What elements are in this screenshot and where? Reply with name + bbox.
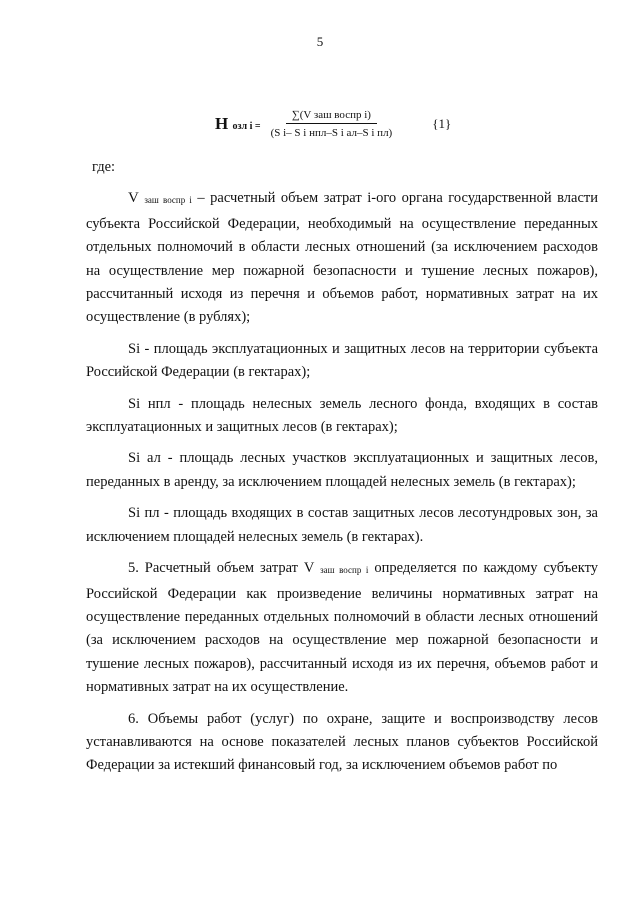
definition-symbol: Si — [128, 340, 141, 357]
definition-symbol-sub: заш воспр i — [144, 195, 192, 206]
definition-text: - площадь эксплуатационных и защитных лесов на территории субъекта Российской Федерации (в гектарах); — [86, 340, 598, 381]
page-number: 5 — [316, 34, 324, 49]
paragraph-6: 6. Объемы работ (услуг) по охране, защите и воспроизводству лесов устанавливаются на основе показателей лесных планов субъектов Российской Федерации за истекший финансовый год, за исключением объемов работ по — [86, 710, 598, 774]
formula-lhs-main: Н — [215, 114, 229, 133]
formula-fraction — [271, 109, 393, 139]
definition-si-npl — [86, 393, 598, 440]
document-body — [86, 156, 598, 786]
formula-numerator: ∑(V заш воспр i) — [286, 109, 377, 124]
definition-text: - площадь нелесных земель лесного фонда, входящих в состав эксплуатационных и защитных лесов (в гектарах); — [86, 395, 598, 436]
formula-lhs — [215, 114, 261, 134]
paragraph-5-sub: заш воспр i — [320, 565, 369, 576]
formula-number: {1} — [432, 116, 452, 131]
formula — [215, 104, 451, 144]
paragraph-5 — [86, 557, 598, 699]
definition-symbol: Si нпл — [128, 395, 171, 412]
formula-denominator: (S i– S i нпл–S i ал–S i пл) — [270, 127, 393, 139]
definition-si-al — [86, 447, 598, 494]
definition-text: - площадь лесных участков эксплуатационных и защитных лесов, переданных в аренду, за исключением площадей нелесных земель (в гектарах); — [86, 450, 598, 490]
definition-symbol: Si пл — [128, 505, 160, 522]
paragraph-5-prefix: 5. Расчетный объем затрат V — [128, 560, 315, 577]
formula-lhs-sub: озл i = — [232, 121, 261, 132]
definition-text: - площадь входящих в состав защитных лесов лесотундровых зон, за исключением площадей нелесных земель (в гектарах). — [86, 505, 598, 545]
definition-v — [86, 187, 598, 329]
definition-symbol: V — [128, 190, 139, 207]
definition-text: – расчетный объем затрат i-ого органа государственной власти субъекта Российской Федерации, необходимый на осуществление переданных отдельных полномочий в области лесных отношений (за исключением расходов на осуществление мер пожарной безопасности и тушение лесных пожаров), рассчитанный исходя из перечня и объемов работ, нормативных затрат на их осуществление (в рублях); — [86, 190, 599, 326]
paragraph-5-text: определяется по каждому субъекту Российской Федерации как произведение величины нормативных затрат на осуществление переданных отдельных полномочий в области лесных отношений (за исключением расходов на осуществление мер пожарной безопасности и тушение лесных пожаров), рассчитанный исходя из их перечня, объемов работ и нормативных затрат на их осуществление. — [86, 560, 598, 696]
definition-si-pl — [86, 502, 598, 549]
definition-si — [86, 338, 598, 385]
where-label: где: — [92, 159, 116, 175]
definition-symbol: Si ал — [128, 450, 161, 467]
